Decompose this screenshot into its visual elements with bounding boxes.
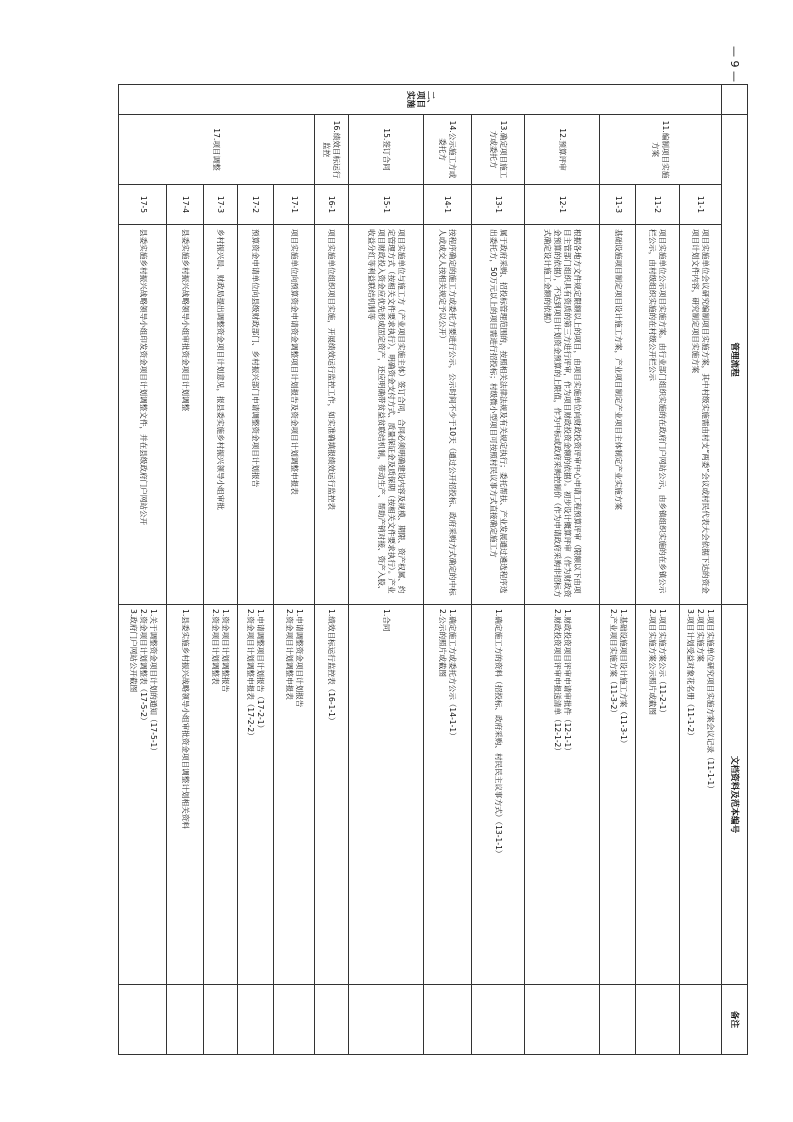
document-item: 2.财政投资项目评审申报送清单（12-1-2） bbox=[553, 609, 563, 755]
table-row bbox=[203, 85, 237, 1055]
table-row bbox=[348, 85, 423, 1055]
note-cell bbox=[679, 985, 721, 1055]
flow-description: 根据各地方文件规定限额以上的项目，由项目实施单位向财政投资评审中心申请工程预算评审（限额以下由项目主管部门组织具有资质的第三方进行评审，作为项目财政投资金额的依据）。初步设计概算评审（作为财政资金预算的依据），不达到项目计划资金预算的上限值，作为中标或政府采购控制价（作为申请政府采购非招标方式确定设计施工金额的依据） bbox=[525, 225, 600, 605]
document-list bbox=[636, 605, 680, 985]
step-label: 17.项目调整 bbox=[119, 115, 315, 185]
page-number-text: — 9 — bbox=[728, 46, 741, 82]
step-code: 13-1 bbox=[471, 185, 524, 225]
page-number bbox=[704, 46, 764, 82]
table-row bbox=[273, 85, 314, 1055]
document-item: 2.产业项目实施方案（11-3-2） bbox=[608, 609, 618, 718]
flow-description: 项目实施单位会议研究编制项目实施方案，其中村级实施需由村支“两委”会议或村民代表大会依据下达的资金项目计划文件内容，研究制定项目实施方案 bbox=[679, 225, 721, 605]
header-docs: 文档资料及范本编号 bbox=[722, 605, 748, 985]
step-code: 11-1 bbox=[679, 185, 721, 225]
step-code: 17-5 bbox=[119, 185, 167, 225]
document-list bbox=[119, 605, 167, 985]
step-code: 14-1 bbox=[423, 185, 471, 225]
note-cell bbox=[599, 985, 635, 1055]
document-list bbox=[314, 605, 348, 985]
rotated-table-container bbox=[118, 84, 748, 1054]
document-item: 1.财政投资项目评审申请审批件（12-1-1） bbox=[563, 609, 573, 755]
section-label: 二、项目实施 bbox=[119, 85, 722, 115]
document-list bbox=[525, 605, 600, 985]
flow-description: 项目实施单位公示项目实施方案。由行业部门组织实施的在政府门户网站公示，由乡镇组织实施的在乡镇公示栏公示，由村级组织实施的在村级公开栏公示 bbox=[636, 225, 680, 605]
document-item: 1.申请调整资金项目计划报告 bbox=[294, 609, 304, 708]
document-item: 1.县委实施乡村振兴战略领导小组审批资金项目调整计划相关资料 bbox=[181, 609, 191, 829]
document-item: 3.项目计划受益对象花名册（11-1-2） bbox=[686, 609, 696, 740]
table-header-row bbox=[722, 85, 748, 1055]
step-code: 11-3 bbox=[599, 185, 635, 225]
note-cell bbox=[119, 985, 167, 1055]
step-label: 11.编制项目实施方案 bbox=[599, 115, 721, 185]
document-list bbox=[471, 605, 524, 985]
flow-description: 项目实施单位与施工方（产业项目实施主体）签订合同，合同必须明确建设内容及规模、期限、资产权属、约定管理方式（按相关文件要求执行），明确资金支付方式、质量保证金及质保期（按相关文件要求执行）。产业项目财政投入资金应优先形成固定资产，还应明确带贫益贫联结机制，带动生产、帮助产销对接、资产入股、收益分红等利益联结机制等 bbox=[348, 225, 423, 605]
table-row bbox=[167, 85, 203, 1055]
table-row bbox=[471, 85, 524, 1055]
document-item: 1.资金项目计划调整报告 bbox=[221, 609, 231, 693]
flow-description: 乡村振兴局、财政局提出调整资金项目计划意见，报县委实施乡村振兴领导小组审批 bbox=[203, 225, 237, 605]
step-label: 13.确定项目施工方或委托方 bbox=[471, 115, 524, 185]
document-item: 1.基础设施项目设计施工方案（11-3-1） bbox=[618, 609, 628, 748]
note-cell bbox=[525, 985, 600, 1055]
document-list bbox=[237, 605, 273, 985]
note-cell bbox=[471, 985, 524, 1055]
document-list bbox=[599, 605, 635, 985]
step-code: 12-1 bbox=[525, 185, 600, 225]
table-row bbox=[525, 85, 600, 1055]
header-section bbox=[722, 85, 748, 115]
document-item: 1.申请调整项目计划报告（17-2-1） bbox=[256, 609, 266, 733]
note-cell bbox=[203, 985, 237, 1055]
document-item: 2.项目实施方案公示照片或截图 bbox=[648, 609, 658, 715]
document-list bbox=[203, 605, 237, 985]
document-item: 1.项目实施方案公示（11-2-1） bbox=[658, 609, 668, 718]
table-body bbox=[119, 85, 722, 1055]
step-label: 14.公示施工方或委托方 bbox=[423, 115, 471, 185]
flow-description: 基础设施项目制定项目设计施工方案，产业项目制定产业项目主体制定产业实施方案 bbox=[599, 225, 635, 605]
document-item: 2.资金项目计划调整表（17-5-2） bbox=[138, 609, 148, 725]
document-item: 2.资金项目计划调整申报表（17-2-2） bbox=[246, 609, 256, 740]
note-cell bbox=[348, 985, 423, 1055]
table-row bbox=[119, 85, 167, 1055]
step-code: 17-4 bbox=[167, 185, 203, 225]
document-item: 1.确定施工方的资料（招投标、政府采购、村民民主议事方式）（13-1-1） bbox=[493, 609, 503, 858]
document-list bbox=[423, 605, 471, 985]
document-list bbox=[273, 605, 314, 985]
document-item: 1.项目实施单位研究项目实施方案会议记录（11-1-1） bbox=[706, 609, 716, 793]
flow-description: 按程序确定的施工方或委托方要进行公示，公示时间不少于10天（通过公开招投标、政府采购方式确定的中标人或成交人按相关规定予以公开） bbox=[423, 225, 471, 605]
flow-description: 属于政府采购、招投标管理范围的，按照相关法律法规及有关规定执行；委托帮扶、产业发展通过遴选程序选出委托方，50万元以上的项目需进行招投标；村级微小型项目可按照村民议事方式直接确定施工方 bbox=[471, 225, 524, 605]
document-item: 2.公示的照片或截图 bbox=[438, 609, 448, 678]
document-item: 2.项目实施方案 bbox=[696, 609, 706, 662]
step-code: 17-2 bbox=[237, 185, 273, 225]
document-item: 1.绩效目标运行监控表（16-1-1） bbox=[327, 609, 337, 725]
header-note: 备注 bbox=[722, 985, 748, 1055]
note-cell bbox=[273, 985, 314, 1055]
flow-description: 项目实施单位向预算资金申请资金调整项目计划报告及资金项目计划调整申报表 bbox=[273, 225, 314, 605]
flow-description: 县委实施乡村振兴战略领导小组印发资金项目计划调整文件，并在县级政府门户网站公开 bbox=[119, 225, 167, 605]
document-item: 2.资金项目计划调整申报表 bbox=[284, 609, 294, 700]
step-code: 17-3 bbox=[203, 185, 237, 225]
document-list bbox=[679, 605, 721, 985]
flow-description: 项目实施单位组织项目实施，开展绩效运行监控工作，如实准确填报绩效运行监控表 bbox=[314, 225, 348, 605]
header-flow: 管理流程 bbox=[722, 115, 748, 605]
flow-description: 预算资金申请单位向县级财政部门、乡村振兴部门申请调整资金项目计划报告 bbox=[237, 225, 273, 605]
document-item: 3.政府门户网站公开截图 bbox=[128, 609, 138, 693]
flow-description: 县委实施乡村振兴战略领导小组审批资金项目计划调整 bbox=[167, 225, 203, 605]
project-management-table bbox=[118, 84, 748, 1055]
step-label: 16.绩效目标运行监控 bbox=[314, 115, 348, 185]
step-code: 17-1 bbox=[273, 185, 314, 225]
document-list bbox=[348, 605, 423, 985]
step-code: 16-1 bbox=[314, 185, 348, 225]
document-item: 1.合同 bbox=[381, 609, 391, 632]
table-row bbox=[314, 85, 348, 1055]
document-item: 1.确定施工方或委托方公示（14-1-1） bbox=[448, 609, 458, 740]
table-row bbox=[599, 85, 635, 1055]
table-row bbox=[423, 85, 471, 1055]
note-cell bbox=[636, 985, 680, 1055]
step-code: 11-2 bbox=[636, 185, 680, 225]
note-cell bbox=[167, 985, 203, 1055]
step-code: 15-1 bbox=[348, 185, 423, 225]
note-cell bbox=[423, 985, 471, 1055]
note-cell bbox=[237, 985, 273, 1055]
document-list bbox=[167, 605, 203, 985]
note-cell bbox=[314, 985, 348, 1055]
step-label: 15.签订合同 bbox=[348, 115, 423, 185]
table-row bbox=[237, 85, 273, 1055]
step-label: 12.预算评审 bbox=[525, 115, 600, 185]
table-row bbox=[679, 85, 721, 1055]
table-row bbox=[636, 85, 680, 1055]
document-item: 2.资金项目计划调整表 bbox=[211, 609, 221, 685]
document-item: 1.关于调整资金项目计划的通知（17-5-1） bbox=[148, 609, 158, 755]
